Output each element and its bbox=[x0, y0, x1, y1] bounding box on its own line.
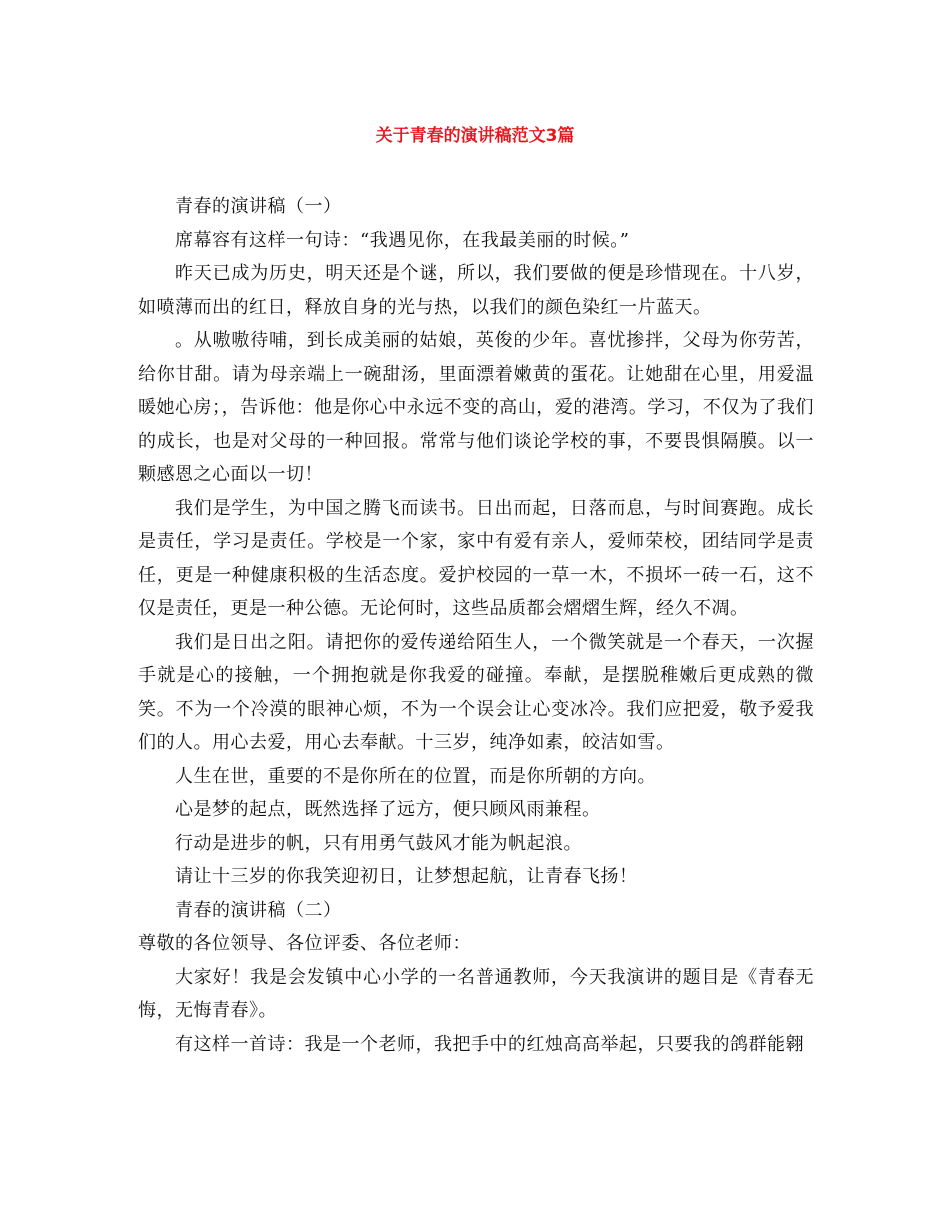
section-heading-1: 青春的演讲稿（一） bbox=[175, 196, 342, 217]
paragraph: 人生在世，重要的不是你所在的位置，而是你所朝的方向。 bbox=[175, 765, 656, 787]
paragraph: 有这样一首诗：我是一个老师，我把手中的红烛高高举起，只要我的鸽群能翱 bbox=[175, 1033, 804, 1055]
paragraph: 行动是进步的帆，只有用勇气鼓风才能为帆起浪。 bbox=[175, 832, 582, 854]
document-title: 关于青春的演讲稿范文3篇 bbox=[375, 126, 575, 146]
paragraph: 请让十三岁的你我笑迎初日，让梦想起航，让青春飞扬！ bbox=[175, 866, 638, 887]
paragraph: 。从嗷嗷待哺，到长成美丽的姑娘，英俊的少年。喜忧掺拌，父母为你劳苦，给你甘甜。请为母亲端上一碗甜汤，里面漂着嫩黄的蛋花。让她甜在心里，用爱温暖她心房；，告诉他：他是你心中永远不变的高山，爱的港湾。学习，不仅为了我们的成长，也是对父母的一种回报。常常与他们谈论学校的事，不要畏惧隔膜。以一颗感恩之心面以一切！ bbox=[138, 330, 814, 485]
salutation: 尊敬的各位领导、各位评委、各位老师： bbox=[138, 933, 471, 954]
section-heading-2: 青春的演讲稿（二） bbox=[175, 899, 342, 921]
paragraph: 心是梦的起点，既然选择了远方，便只顾风雨兼程。 bbox=[175, 799, 601, 820]
paragraph: 我们是日出之阳。请把你的爱传递给陌生人，一个微笑就是一个春天，一次握手就是心的接触，一个拥抱就是你我爱的碰撞。奉献，是摆脱稚嫩后更成熟的微笑。不为一个冷漠的眼神心烦，不为一个误会让心变冰冷。我们应把爱，敬予爱我们的人。用心去爱，用心去奉献。十三岁，纯净如素，皎洁如雪。 bbox=[138, 631, 814, 753]
paragraph: 昨天已成为历史，明天还是个谜，所以，我们要做的便是珍惜现在。十八岁，如喷薄而出的红日，释放自身的光与热，以我们的颜色染红一片蓝天。 bbox=[138, 263, 814, 318]
paragraph: 大家好！我是会发镇中心小学的一名普通教师，今天我演讲的题目是《青春无悔，无悔青春》。 bbox=[138, 966, 814, 1021]
document-body bbox=[138, 190, 814, 1061]
paragraph: 我们是学生，为中国之腾飞而读书。日出而起，日落而息，与时间赛跑。成长是责任，学习是责任。学校是一个家，家中有爱有亲人，爱师荣校，团结同学是责任，更是一种健康积极的生活态度。爱护校园的一草一木，不损坏一砖一石，这不仅是责任，更是一种公德。无论何时，这些品质都会熠熠生辉，经久不凋。 bbox=[138, 497, 814, 619]
paragraph: 席幕容有这样一句诗：“我遇见你，在我最美丽的时候。” bbox=[175, 229, 630, 251]
